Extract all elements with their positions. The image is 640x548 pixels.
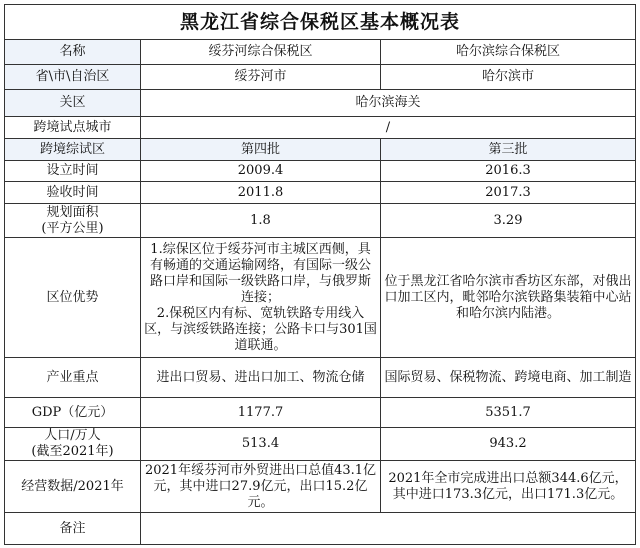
population-label-line1: 人口/万人 [44, 428, 101, 443]
cell-notes [141, 513, 636, 545]
cell-operation-b: 2021年全市完成进出口总额344.6亿元，其中进口173.3亿元，出口171.3亿元。 [381, 461, 636, 513]
cell-customs: 哈尔滨海关 [141, 90, 636, 117]
table-row [5, 358, 636, 398]
cell-comp-zone-a: 第四批 [141, 139, 381, 161]
cell-accepted-a: 2011.8 [141, 182, 381, 204]
table-row [5, 461, 636, 513]
area-label-line2: (平方公里) [41, 220, 104, 236]
table-row [5, 139, 636, 161]
cell-advantage-a: 1.综保区位于绥芬河市主城区西侧，具有畅通的交通运输网络，有国际一级公路口岸和国际一级铁路口岸，与俄罗斯连接； 2.保税区内有标、宽轨铁路专用线入区，与滨绥铁路连接；公路卡口与301国道联通。 [141, 238, 381, 358]
table-row [5, 513, 636, 545]
table-row [5, 40, 636, 65]
table-row [5, 182, 636, 204]
row-label-established: 设立时间 [5, 161, 141, 182]
row-label-operation: 经营数据/2021年 [5, 461, 141, 513]
cell-industry-a: 进出口贸易、进出口加工、物流仓储 [141, 358, 381, 398]
cell-industry-b: 国际贸易、保税物流、跨境电商、加工制造 [381, 358, 636, 398]
row-label-population [5, 428, 141, 461]
table-row [5, 161, 636, 182]
table-row [5, 428, 636, 461]
cell-accepted-b: 2017.3 [381, 182, 636, 204]
table-row [5, 90, 636, 117]
row-label-notes: 备注 [5, 513, 141, 545]
row-label-area [5, 204, 141, 238]
row-label-gdp: GDP（亿元） [5, 398, 141, 428]
cell-name-a: 绥芬河综合保税区 [141, 40, 381, 65]
cell-region-a: 绥芬河市 [141, 65, 381, 90]
cell-advantage-b: 位于黑龙江省哈尔滨市香坊区东部，对俄出口加工区内，毗邻哈尔滨铁路集装箱中心站和哈尔滨内陆港。 [381, 238, 636, 358]
overview-table [4, 4, 636, 545]
table-row [5, 238, 636, 358]
cell-operation-a: 2021年绥芬河市外贸进出口总值43.1亿元，其中进口27.9亿元，出口15.2亿元。 [141, 461, 381, 513]
cell-comp-zone-b: 第三批 [381, 139, 636, 161]
row-label-advantage: 区位优势 [5, 238, 141, 358]
cell-established-a: 2009.4 [141, 161, 381, 182]
row-label-region: 省\市\自治区 [5, 65, 141, 90]
cell-gdp-b: 5351.7 [381, 398, 636, 428]
table-row [5, 65, 636, 90]
row-label-industry: 产业重点 [5, 358, 141, 398]
table-title: 黑龙江省综合保税区基本概况表 [5, 5, 636, 40]
title-row [5, 5, 636, 40]
cell-area-a: 1.8 [141, 204, 381, 238]
population-label-line2: (截至2021年) [31, 444, 114, 459]
cell-population-a: 513.4 [141, 428, 381, 461]
table-row [5, 117, 636, 139]
area-label-line1: 规划面积 [46, 204, 99, 220]
row-label-comp-zone: 跨境综试区 [5, 139, 141, 161]
table-row [5, 204, 636, 238]
cell-name-b: 哈尔滨综合保税区 [381, 40, 636, 65]
row-label-pilot-city: 跨境试点城市 [5, 117, 141, 139]
table-row [5, 398, 636, 428]
row-label-customs: 关区 [5, 90, 141, 117]
row-label-accepted: 验收时间 [5, 182, 141, 204]
cell-gdp-a: 1177.7 [141, 398, 381, 428]
cell-pilot-city: / [141, 117, 636, 139]
row-label-name: 名称 [5, 40, 141, 65]
cell-area-b: 3.29 [381, 204, 636, 238]
cell-established-b: 2016.3 [381, 161, 636, 182]
cell-population-b: 943.2 [381, 428, 636, 461]
cell-region-b: 哈尔滨市 [381, 65, 636, 90]
